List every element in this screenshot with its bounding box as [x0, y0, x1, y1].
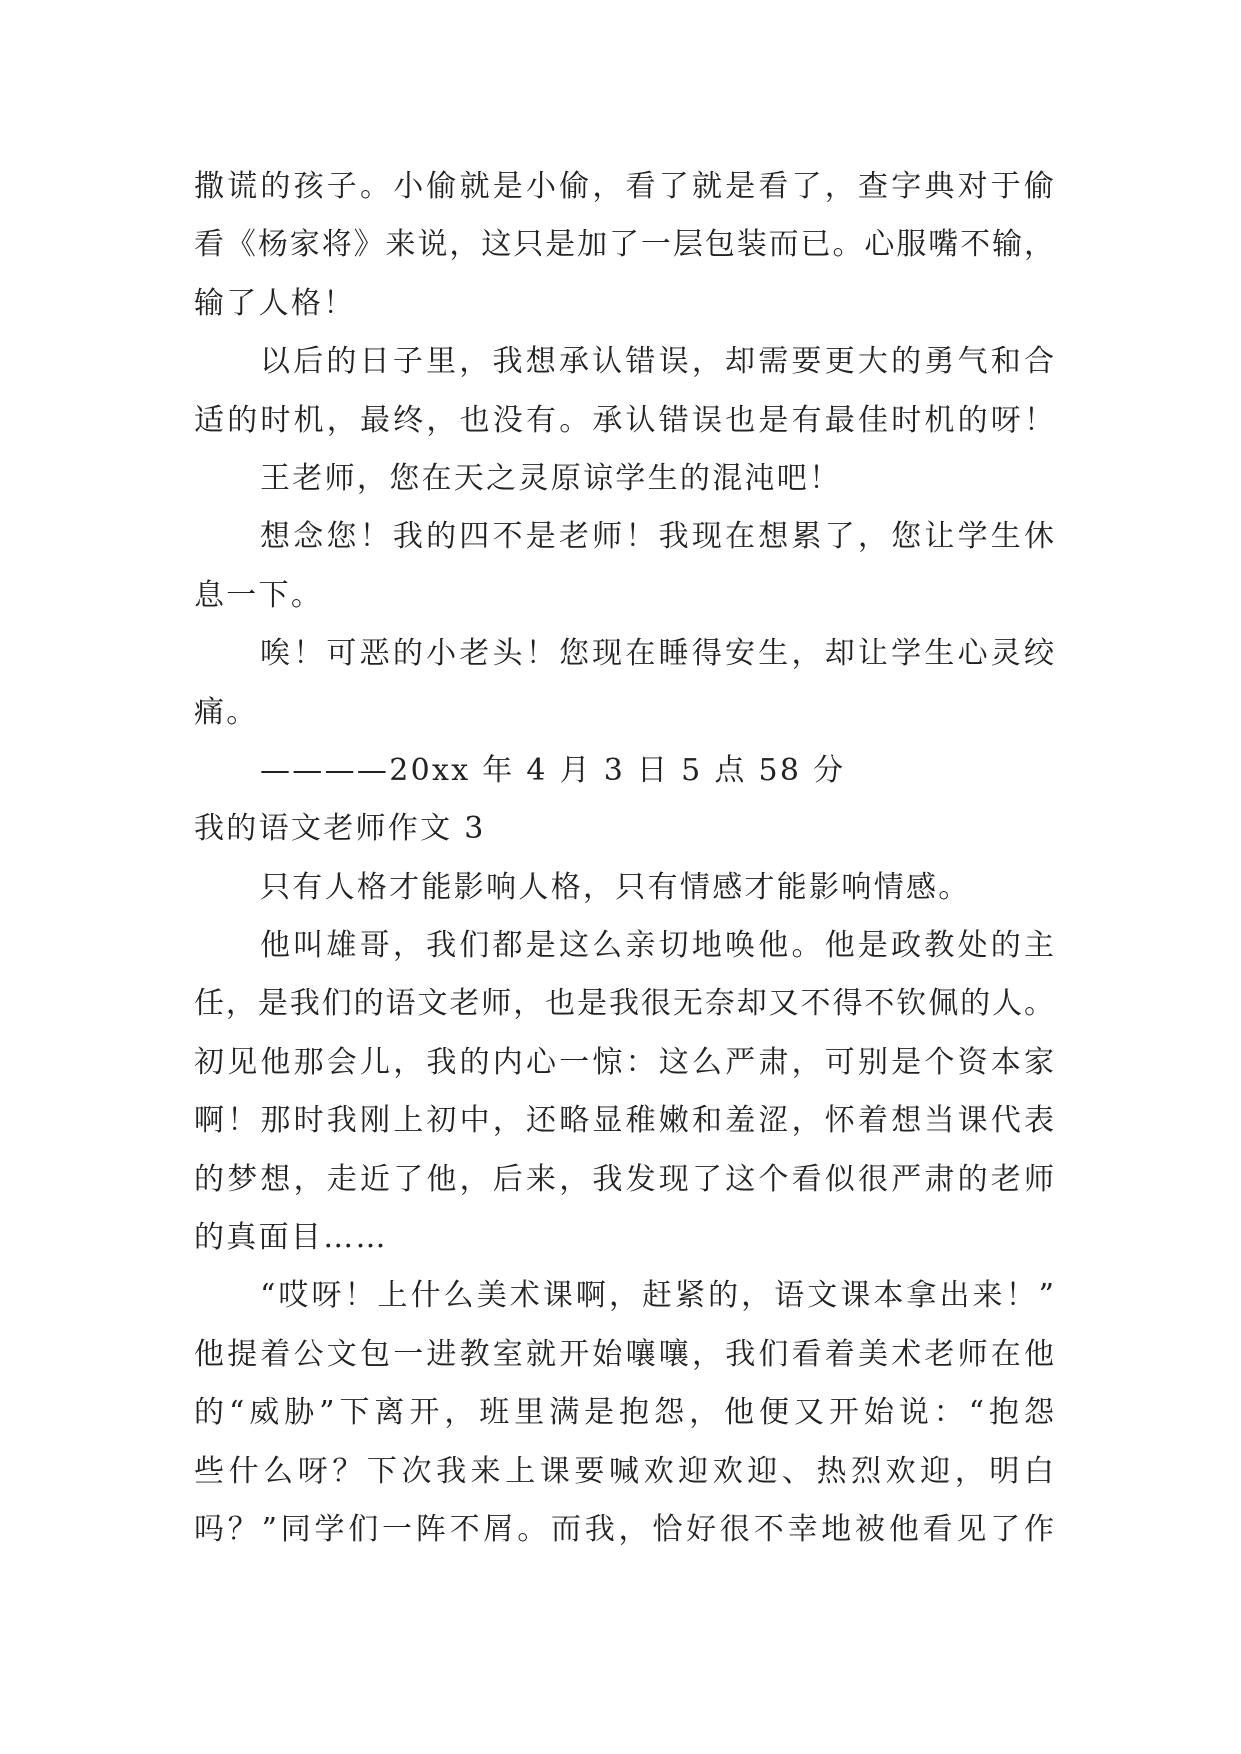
text-line: 任，是我们的语文老师，也是我很无奈却又不得不钦佩的人。: [194, 986, 1054, 1022]
paragraph-start-line: “哎呀！上什么美术课啊，赶紧的，语文课本拿出来！”: [260, 1278, 1054, 1314]
essay-heading: 我的语文老师作文 3: [194, 811, 486, 847]
paragraph-start-line: 王老师，您在天之灵原谅学生的混沌吧！: [260, 460, 842, 496]
text-line: 的真面目……: [194, 1220, 388, 1256]
text-line: 啊！那时我刚上初中，还略显稚嫩和羞涩，怀着想当课代表: [194, 1103, 1054, 1139]
paragraph-start-line: 他叫雄哥，我们都是这么亲切地唤他。他是政教处的主: [260, 928, 1054, 964]
text-line: 吗？”同学们一阵不屑。而我，恰好很不幸地被他看见了作: [194, 1511, 1054, 1547]
text-line: 他提着公文包一进教室就开始嚷嚷，我们看着美术老师在他: [194, 1336, 1054, 1372]
paragraph-start-line: 唉！可恶的小老头！您现在睡得安生，却让学生心灵绞: [260, 636, 1054, 672]
paragraph-start-line: 以后的日子里，我想承认错误，却需要更大的勇气和合: [260, 344, 1054, 380]
text-line: 撒谎的孩子。小偷就是小偷，看了就是看了，查字典对于偷: [194, 169, 1054, 204]
text-line: 的“威胁”下离开，班里满是抱怨，他便又开始说：“抱怨: [194, 1395, 1054, 1431]
text-line: 看《杨家将》来说，这只是加了一层包装而已。心服嘴不输，: [194, 227, 1054, 263]
text-line: 些什么呀？下次我来上课要喊欢迎欢迎、热烈欢迎，明白: [194, 1453, 1054, 1489]
text-line: 的梦想，走近了他，后来，我发现了这个看似很严肃的老师: [194, 1161, 1054, 1197]
text-line: 初见他那会儿，我的内心一惊：这么严肃，可别是个资本家: [194, 1044, 1054, 1080]
text-line: 输了人格！: [194, 285, 356, 321]
paragraph-start-line: 只有人格才能影响人格，只有情感才能影响情感。: [260, 869, 971, 905]
paragraph-start-line: 想念您！我的四不是老师！我现在想累了，您让学生休: [260, 519, 1054, 555]
text-line: 息一下。: [194, 577, 324, 613]
text-line: 适的时机，最终，也没有。承认错误也是有最佳时机的呀！: [194, 402, 1054, 438]
text-line: 痛。: [194, 694, 259, 730]
date-signature-line: ————20xx 年 4 月 3 日 5 点 58 分: [260, 752, 846, 788]
essay-body: [194, 158, 1054, 1559]
